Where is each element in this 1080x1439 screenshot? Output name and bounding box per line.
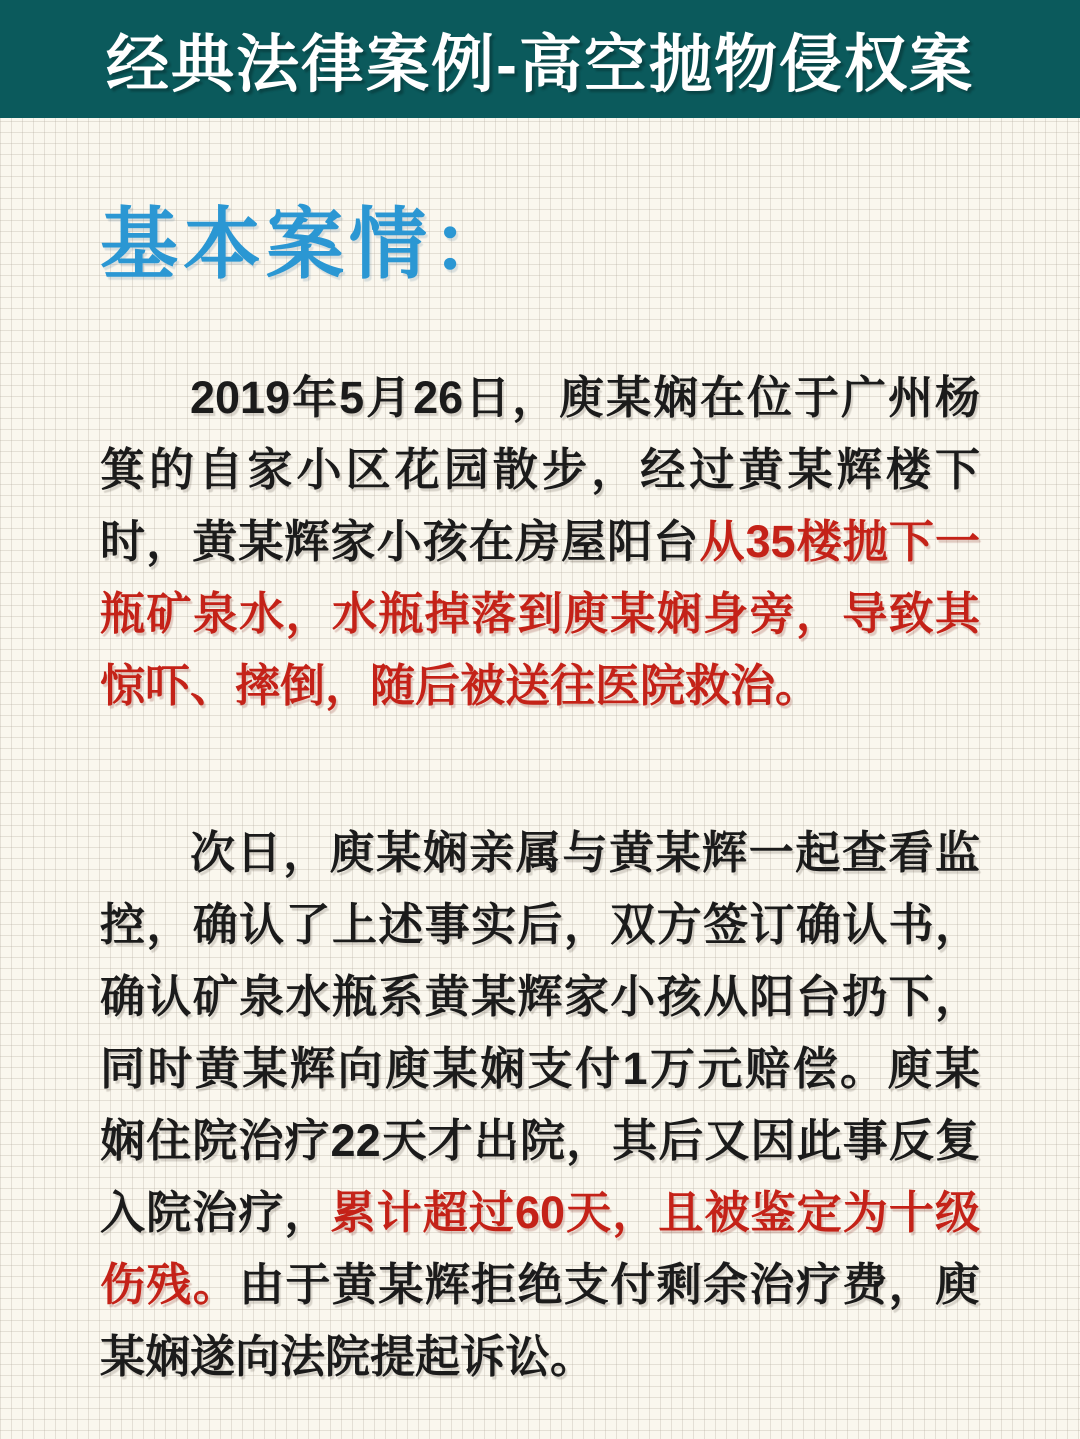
content-area bbox=[0, 198, 1080, 1393]
paragraph-case-aftermath bbox=[100, 817, 980, 1393]
section-heading: 基本案情： bbox=[100, 200, 516, 288]
page-title: 经典法律案例-高空抛物侵权案 bbox=[106, 29, 974, 100]
paragraph-case-incident bbox=[100, 362, 980, 722]
highlighted-text-segment: 从35楼抛下一瓶矿泉水，水瓶掉落到庾某娴身旁，导致其惊吓、摔倒，随后被送往医院救治。 bbox=[100, 515, 980, 711]
text-segment: 2019年5月26日，庾某娴在位于广州杨箕的自家小区花园散步，经过黄某辉楼下时，黄某辉家小孩在房屋阳台 bbox=[100, 371, 980, 567]
text-segment: 次日，庾某娴亲属与黄某辉一起查看监控，确认了上述事实后，双方签订确认书，确认矿泉水瓶系黄某辉家小孩从阳台扔下，同时黄某辉向庾某娴支付1万元赔偿。庾某娴住院治疗22天才出院，其后又因此事反复入院治疗， bbox=[100, 826, 980, 1238]
header-banner bbox=[0, 0, 1080, 118]
text-segment: 由于黄某辉拒绝支付剩余治疗费，庾某娴遂向法院提起诉讼。 bbox=[100, 1258, 980, 1382]
highlighted-text-segment: 累计超过60天，且被鉴定为十级伤残。 bbox=[100, 1186, 980, 1310]
